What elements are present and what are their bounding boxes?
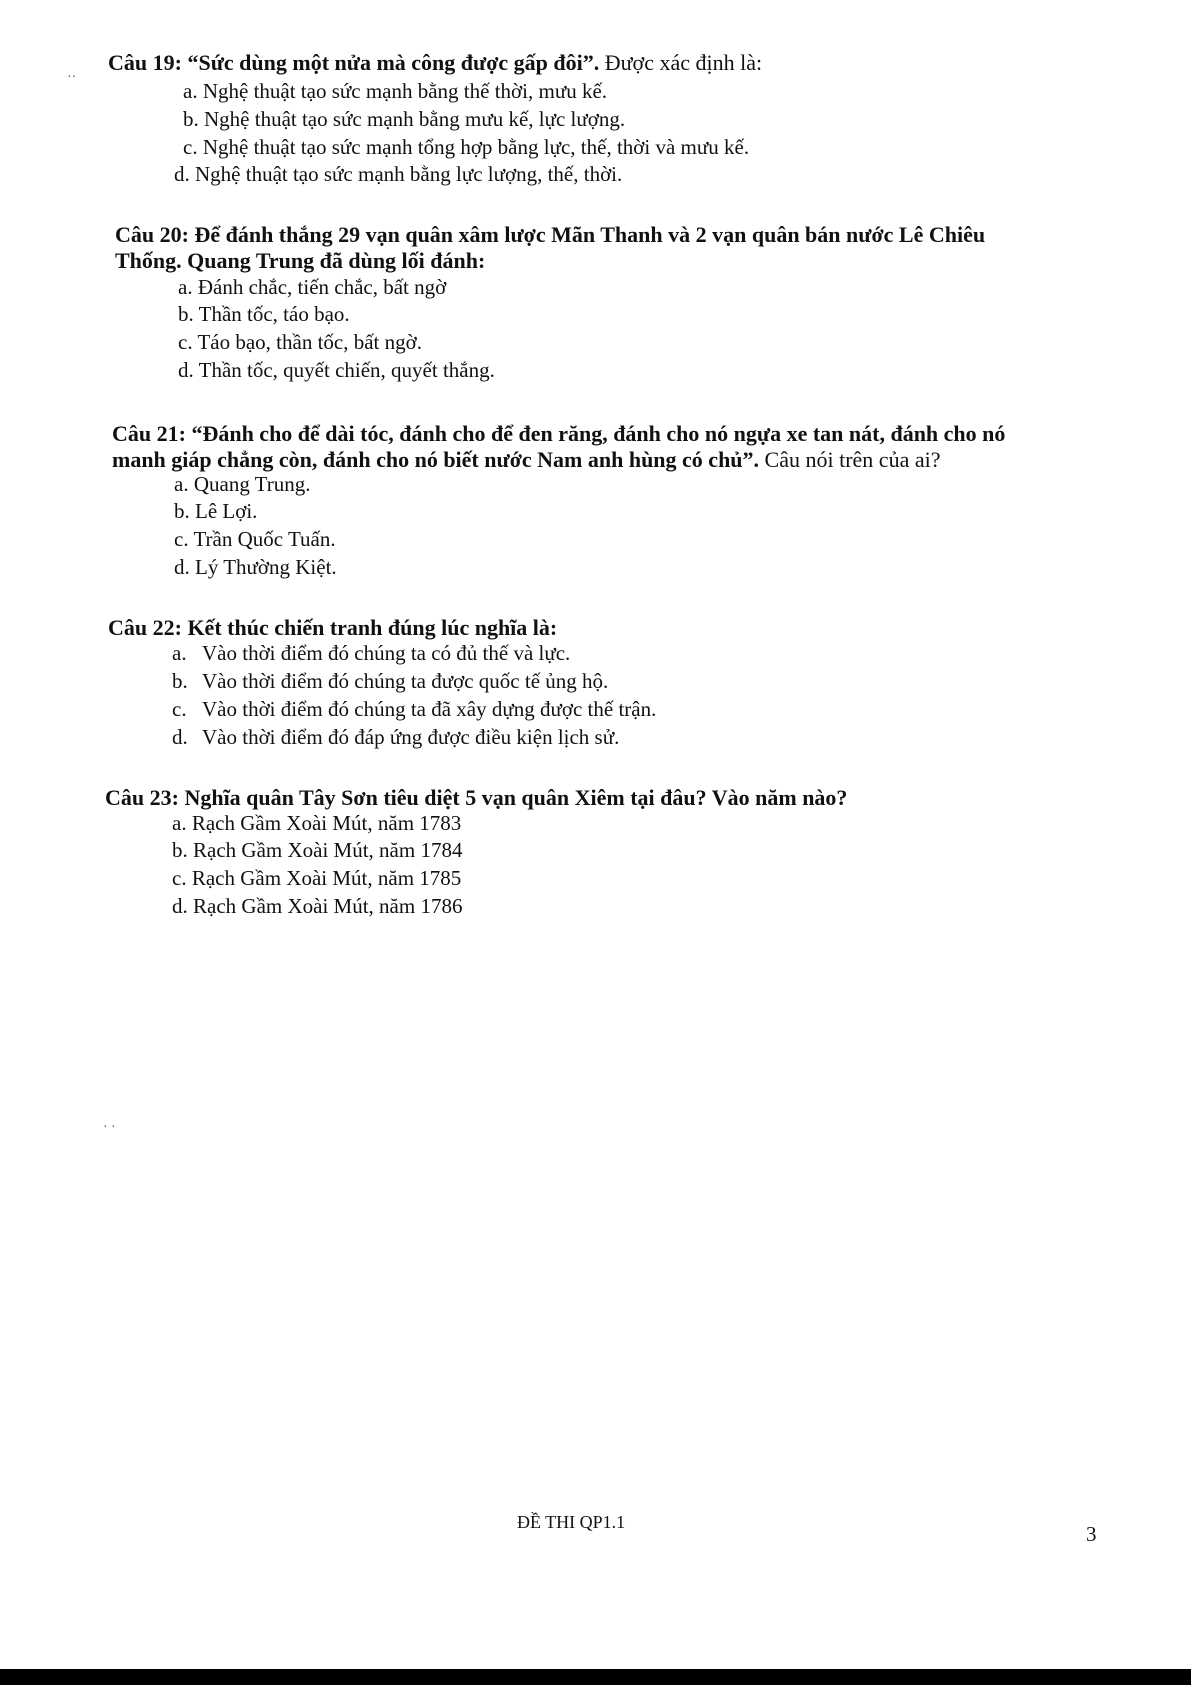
question-23-option-c: c. Rạch Gầm Xoài Mút, năm 1785 [172,866,462,890]
question-22-option-d: d. Vào thời điểm đó đáp ứng được điều kiện lịch sử. [172,725,620,749]
question-21-stem-line-1: Câu 21: “Đánh cho để dài tóc, đánh cho để đen răng, đánh cho nó ngựa xe tan nát, đánh cho nó [112,421,1006,446]
question-21-stem-line-2: manh giáp chẳng còn, đánh cho nó biết nước Nam anh hùng có chủ”. Câu nói trên của ai? [112,447,941,472]
question-23-option-d: d. Rạch Gầm Xoài Mút, năm 1786 [172,894,463,918]
question-19-quote: “Sức dùng một nửa mà công được gấp đôi”. [187,50,600,75]
question-20-stem-line-2: Thống. Quang Trung đã dùng lối đánh: [115,248,486,273]
footer-exam-code: ĐỀ THI QP1.1 [517,1512,626,1532]
scan-bottom-edge [0,1669,1191,1685]
question-20-stem-line-1: Câu 20: Để đánh thắng 29 vạn quân xâm lược Mãn Thanh và 2 vạn quân bán nước Lê Chiêu [115,222,986,247]
question-19-option-a: a. Nghệ thuật tạo sức mạnh bằng thế thời, mưu kế. [183,79,608,103]
question-19-option-d: d. Nghệ thuật tạo sức mạnh bằng lực lượng, thế, thời. [174,162,623,186]
question-19-option-c: c. Nghệ thuật tạo sức mạnh tổng hợp bằng lực, thế, thời và mưu kế. [183,135,750,159]
question-20-option-a: a. Đánh chắc, tiến chắc, bất ngờ [178,275,447,299]
question-21-option-b: b. Lê Lợi. [174,499,258,523]
question-20-option-c: c. Táo bạo, thần tốc, bất ngờ. [178,330,422,354]
question-23-option-b: b. Rạch Gầm Xoài Mút, năm 1784 [172,838,463,862]
scan-speck: · · [103,1120,116,1135]
question-19-tail: Được xác định là: [599,50,763,75]
question-21-option-d: d. Lý Thường Kiệt. [174,555,337,579]
question-20-option-b: b. Thần tốc, táo bạo. [178,302,350,326]
question-19-prefix: Câu 19: [108,50,188,75]
question-22-stem: Câu 22: Kết thúc chiến tranh đúng lúc nghĩa là: [108,615,558,640]
question-22-option-a: a. Vào thời điểm đó chúng ta có đủ thế và lực. [172,641,571,665]
question-22-option-c: c. Vào thời điểm đó chúng ta đã xây dựng được thế trận. [172,697,657,721]
question-23-option-a: a. Rạch Gầm Xoài Mút, năm 1783 [172,811,462,835]
page-number: 3 [1086,1522,1097,1546]
question-19-stem [108,50,762,76]
question-21-option-a: a. Quang Trung. [174,472,311,496]
question-19-option-b: b. Nghệ thuật tạo sức mạnh bằng mưu kế, lực lượng. [183,107,626,131]
question-22-option-b: b. Vào thời điểm đó chúng ta được quốc tế ủng hộ. [172,669,609,693]
question-23-stem: Câu 23: Nghĩa quân Tây Sơn tiêu diệt 5 vạn quân Xiêm tại đâu? Vào năm nào? [105,785,848,810]
scan-speck: ·· [67,70,77,85]
question-21-option-c: c. Trần Quốc Tuấn. [174,527,336,551]
question-20-option-d: d. Thần tốc, quyết chiến, quyết thắng. [178,358,495,382]
